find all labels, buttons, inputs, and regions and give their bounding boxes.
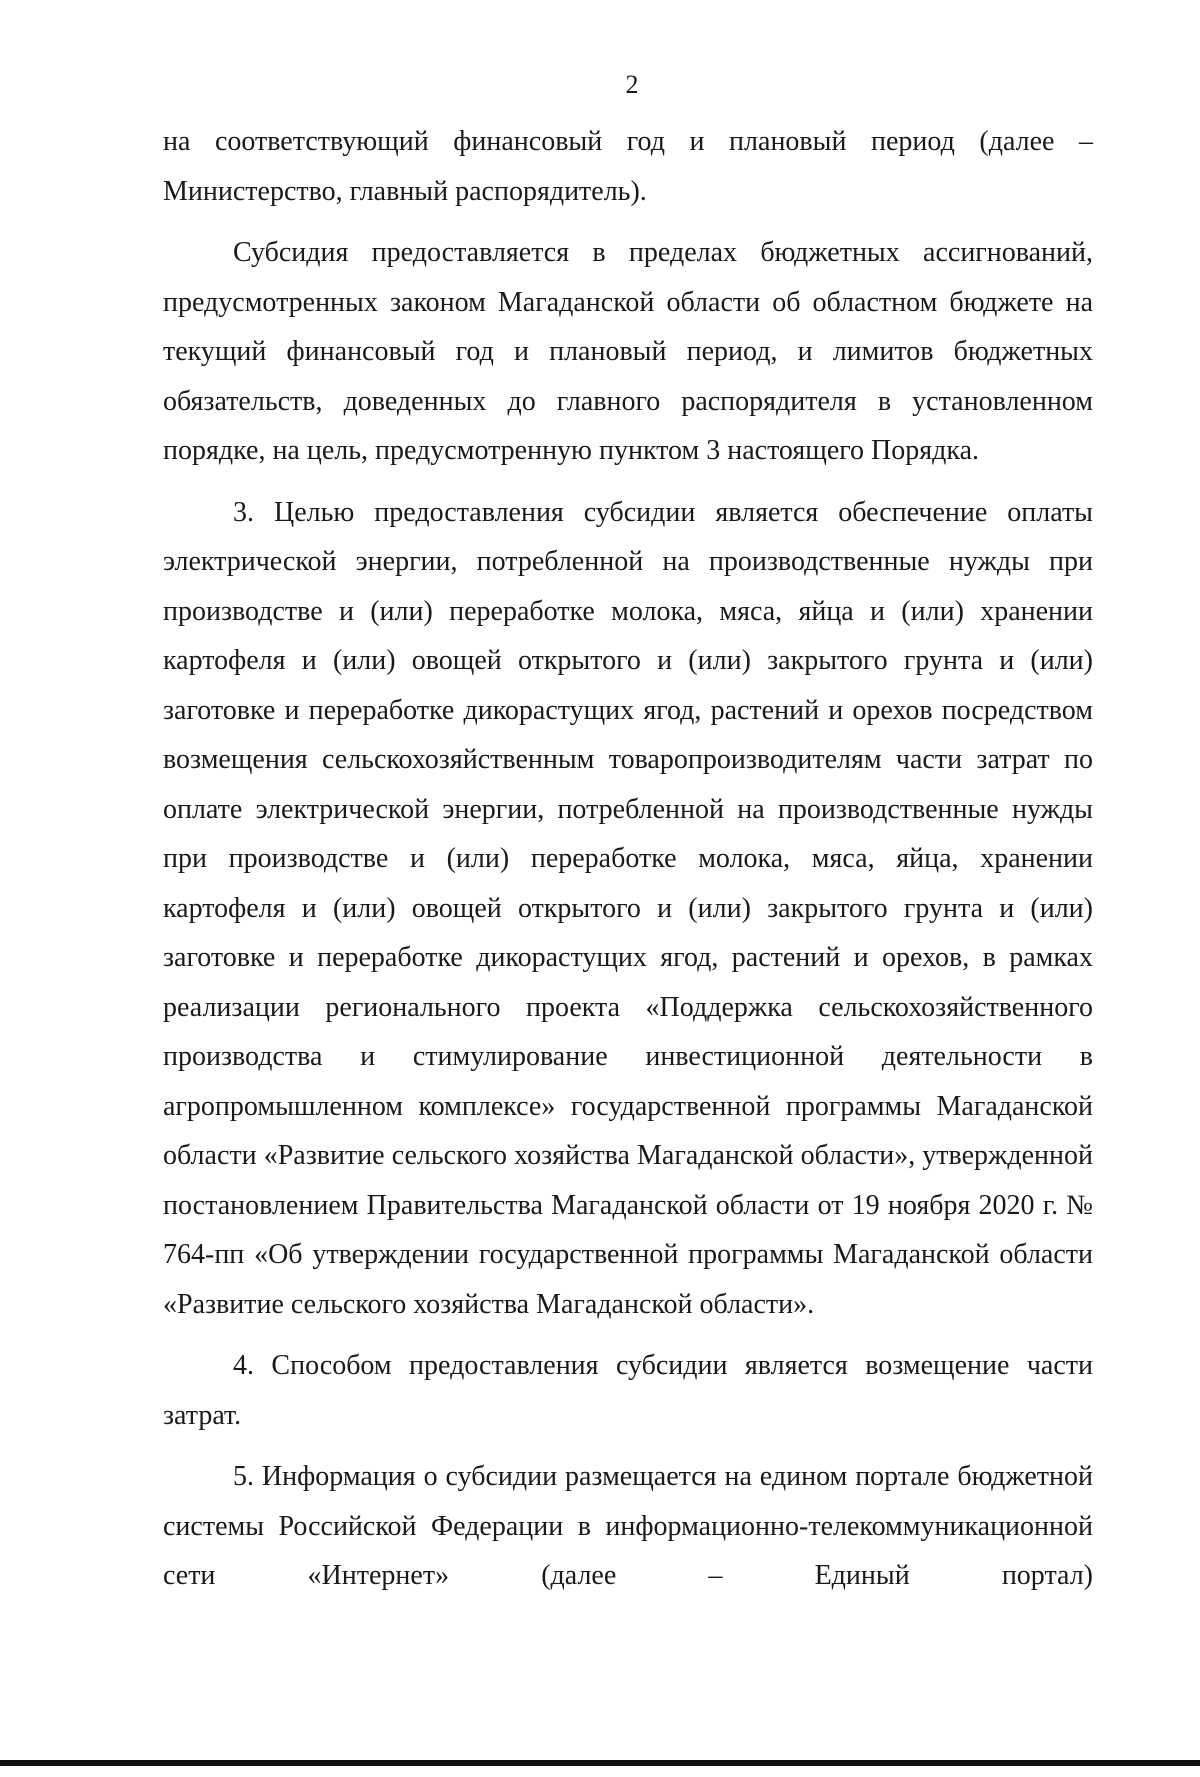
paragraph-3-purpose: 3. Целью предоставления субсидии является обеспечение оплаты электрической энергии, потребленной на производственные нужды при производстве и (или) переработке молока, мяса, яйца и (или) хранении картофеля и (или) овощей открытого и (или) закрытого грунта и (или) заготовке и переработке дикорастущих ягод, растений и орехов посредством возмещения сельскохозяйственным товаропроизводителям части затрат по оплате электрической энергии, потребленной на производственные нужды при производстве и (или) переработке молока, мяса, яйца, хранении картофеля и (или) овощей открытого и (или) закрытого грунта и (или) заготовке и переработке дикорастущих ягод, растений и орехов, в рамках реализации регионального проекта «Поддержка сельскохозяйственного производства и стимулирование инвестиционной деятельности в агропромышленном комплексе» государственной программы Магаданской области «Развитие сельского хозяйства Магаданской области», утвержденной постановлением Правительства Магаданской области от 19 ноября 2020 г. № 764-пп «Об утверждении государственной программы Магаданской области «Развитие сельского хозяйства Магаданской области». bbox=[163, 496, 1093, 1320]
paragraph-subsidy-limits: Субсидия предоставляется в пределах бюджетных ассигнований, предусмотренных законом Магаданской области об областном бюджете на текущий финансовый год и плановый период, и лимитов бюджетных обязательств, доведенных до главного распорядителя в установленном порядке, на цель, предусмотренную пунктом 3 настоящего Порядка. bbox=[163, 237, 1093, 466]
page-number: 2 bbox=[625, 70, 639, 99]
paragraph-5-information: 5. Информация о субсидии размещается на едином портале бюджетной системы Российской Федерации в информационно-телекоммуникационной сети «Интернет» (далее – Единый портал) bbox=[163, 1461, 1093, 1591]
paragraph-4-method: 4. Способом предоставления субсидии является возмещение части затрат. bbox=[163, 1350, 1093, 1431]
bottom-border bbox=[0, 1760, 1200, 1766]
paragraph-continuation: на соответствующий финансовый год и плановый период (далее – Министерство, главный распорядитель). bbox=[163, 126, 1093, 207]
document-body bbox=[163, 117, 1093, 1613]
